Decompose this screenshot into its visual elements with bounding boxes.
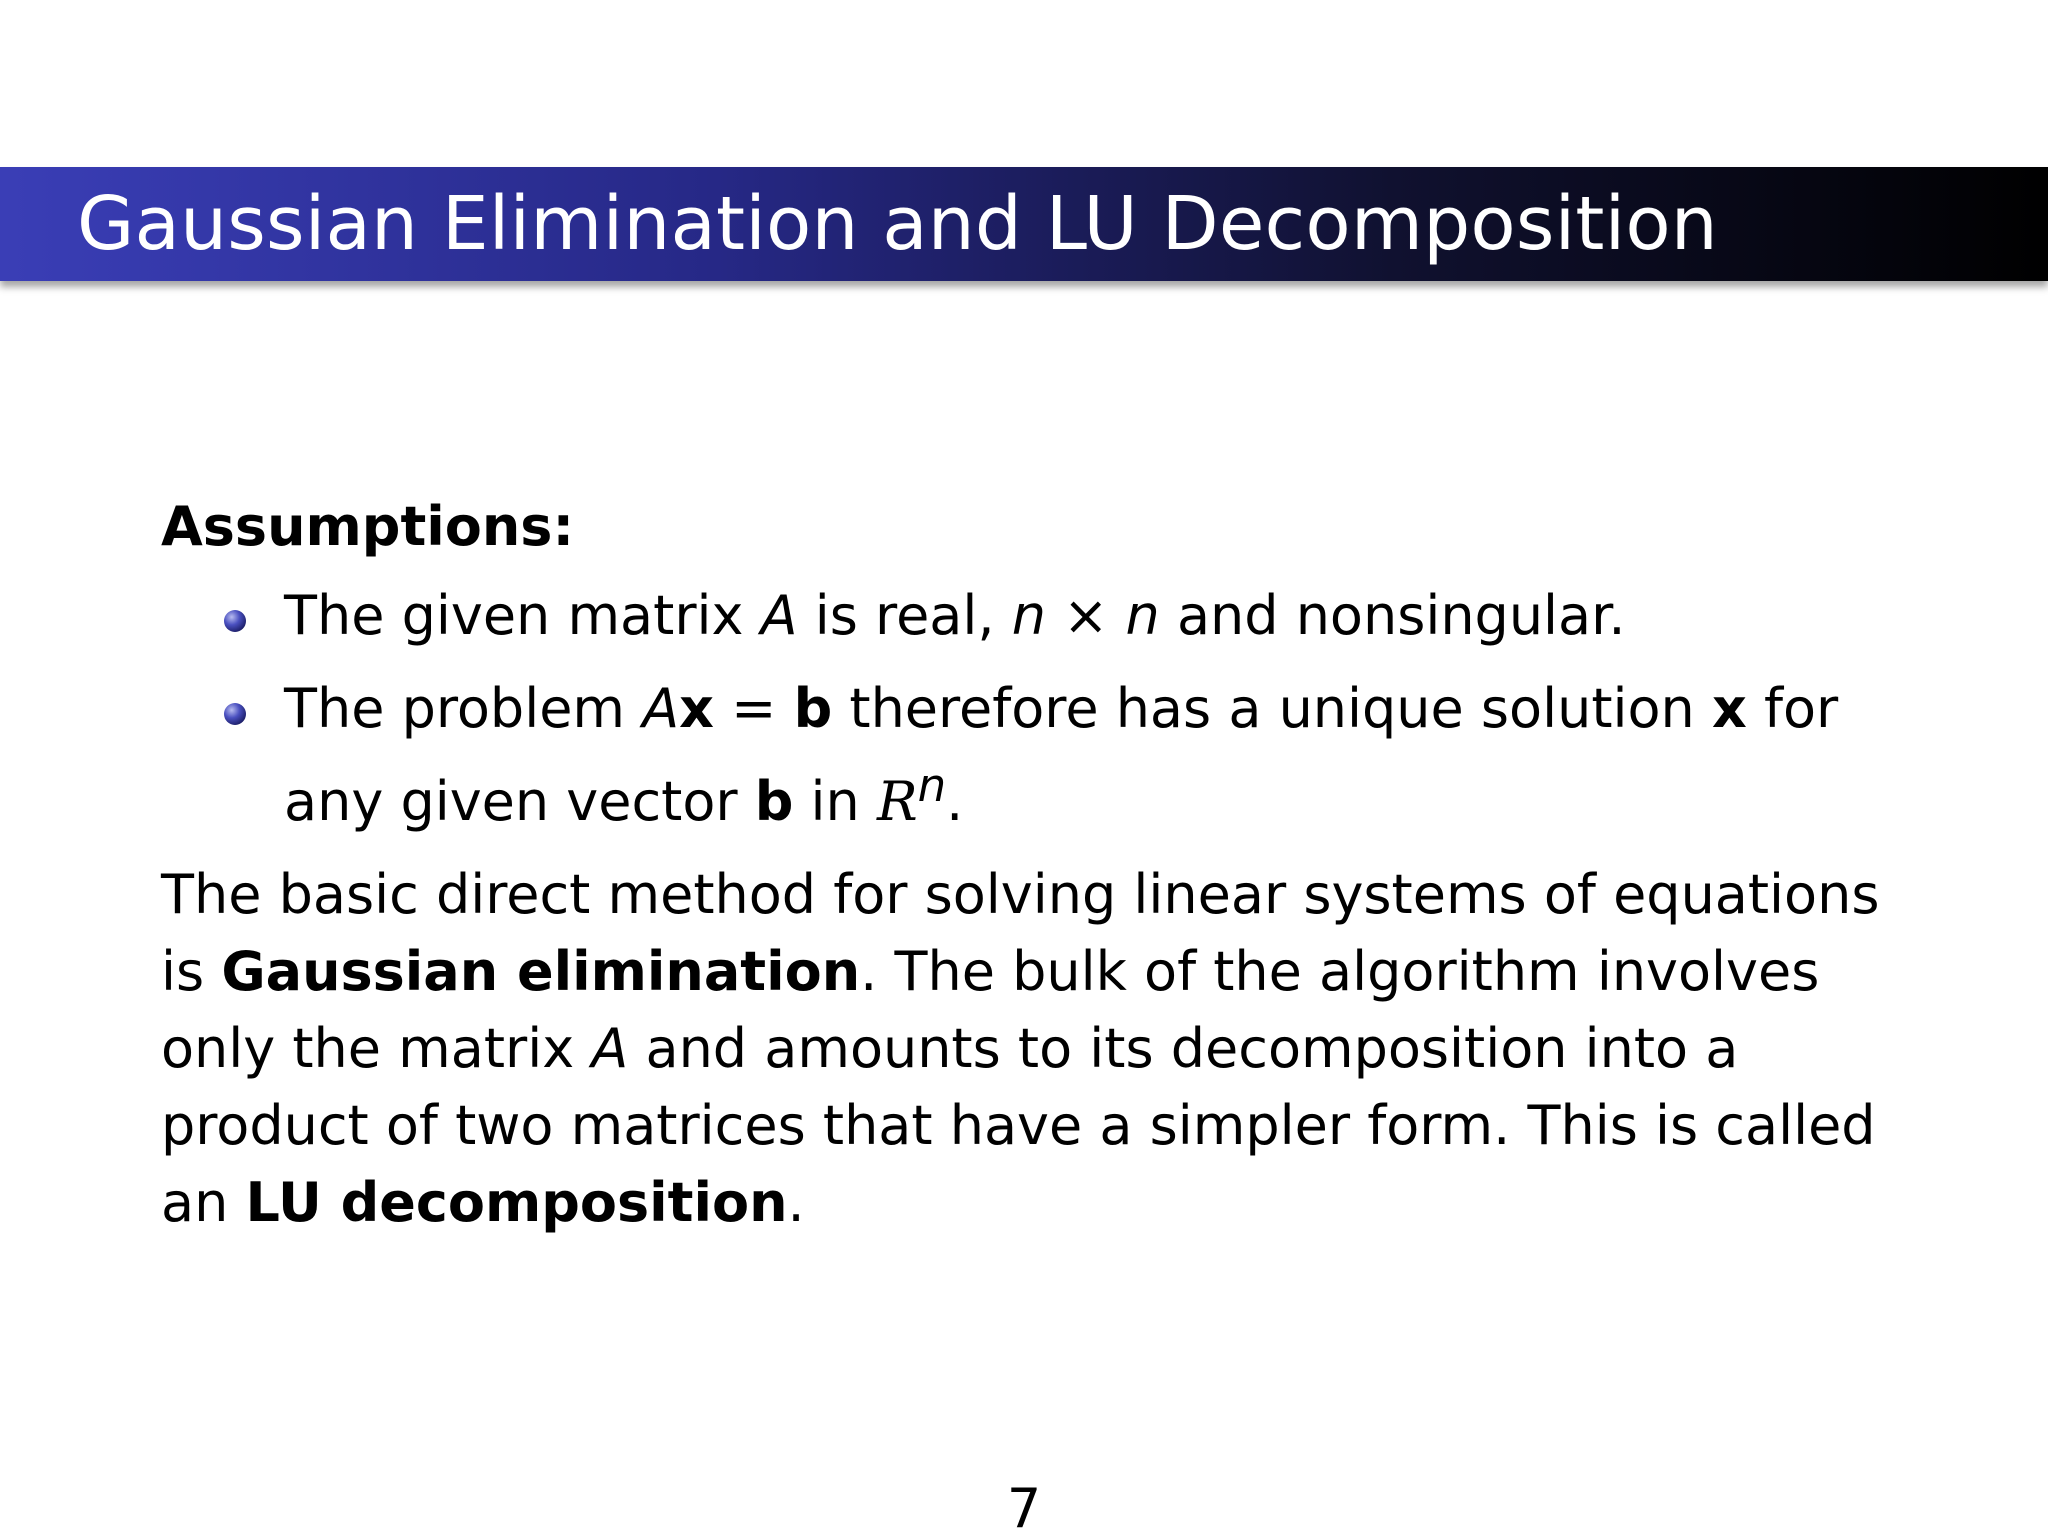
body-paragraph bbox=[161, 856, 1901, 1241]
math-vector: b bbox=[793, 677, 833, 740]
text-run: therefore has a unique solution bbox=[832, 677, 1712, 740]
text-run: in bbox=[793, 770, 877, 833]
bullet-ball-icon bbox=[224, 703, 246, 725]
slide-content bbox=[161, 488, 1901, 1241]
text-run: . bbox=[787, 1171, 805, 1234]
text-run: and amounts to its decomposition into a product of two matrices that have a simpler form. This is called an bbox=[161, 1017, 1876, 1234]
list-item bbox=[161, 577, 1901, 654]
list-item bbox=[161, 670, 1901, 840]
math-operator: × bbox=[1045, 584, 1126, 647]
page-number: 7 bbox=[1006, 1477, 1042, 1536]
math-var: n bbox=[1125, 584, 1160, 647]
bold-term: Gaussian elimination bbox=[221, 940, 861, 1003]
math-vector: x bbox=[679, 677, 714, 740]
math-vector: x bbox=[1711, 677, 1747, 740]
math-space: R bbox=[876, 770, 918, 833]
math-var: A bbox=[760, 584, 798, 647]
math-operator: = bbox=[714, 677, 794, 740]
assumptions-list bbox=[161, 577, 1901, 840]
text-run: and nonsingular. bbox=[1159, 584, 1626, 647]
math-var: n bbox=[1011, 584, 1046, 647]
text-run: The given matrix bbox=[284, 584, 761, 647]
bullet-ball-icon bbox=[224, 610, 246, 632]
title-bar bbox=[0, 167, 2048, 281]
math-exponent: n bbox=[917, 759, 947, 812]
bold-term: LU decomposition bbox=[245, 1171, 788, 1234]
text-run: is real, bbox=[797, 584, 1012, 647]
slide-title: Gaussian Elimination and LU Decomposition bbox=[77, 181, 1718, 267]
math-var: A bbox=[591, 1017, 629, 1080]
math-var: A bbox=[642, 677, 680, 740]
text-run: . bbox=[946, 770, 964, 833]
text-run: The problem bbox=[284, 677, 643, 740]
text-run: . The bulk of the algorithm involves only the matrix bbox=[161, 940, 1820, 1080]
math-vector: b bbox=[754, 770, 794, 833]
text-run: for any given vector bbox=[284, 677, 1839, 833]
text-run: The basic direct method for solving linear systems of equations is bbox=[161, 863, 1880, 1003]
assumptions-heading: Assumptions: bbox=[161, 495, 575, 558]
